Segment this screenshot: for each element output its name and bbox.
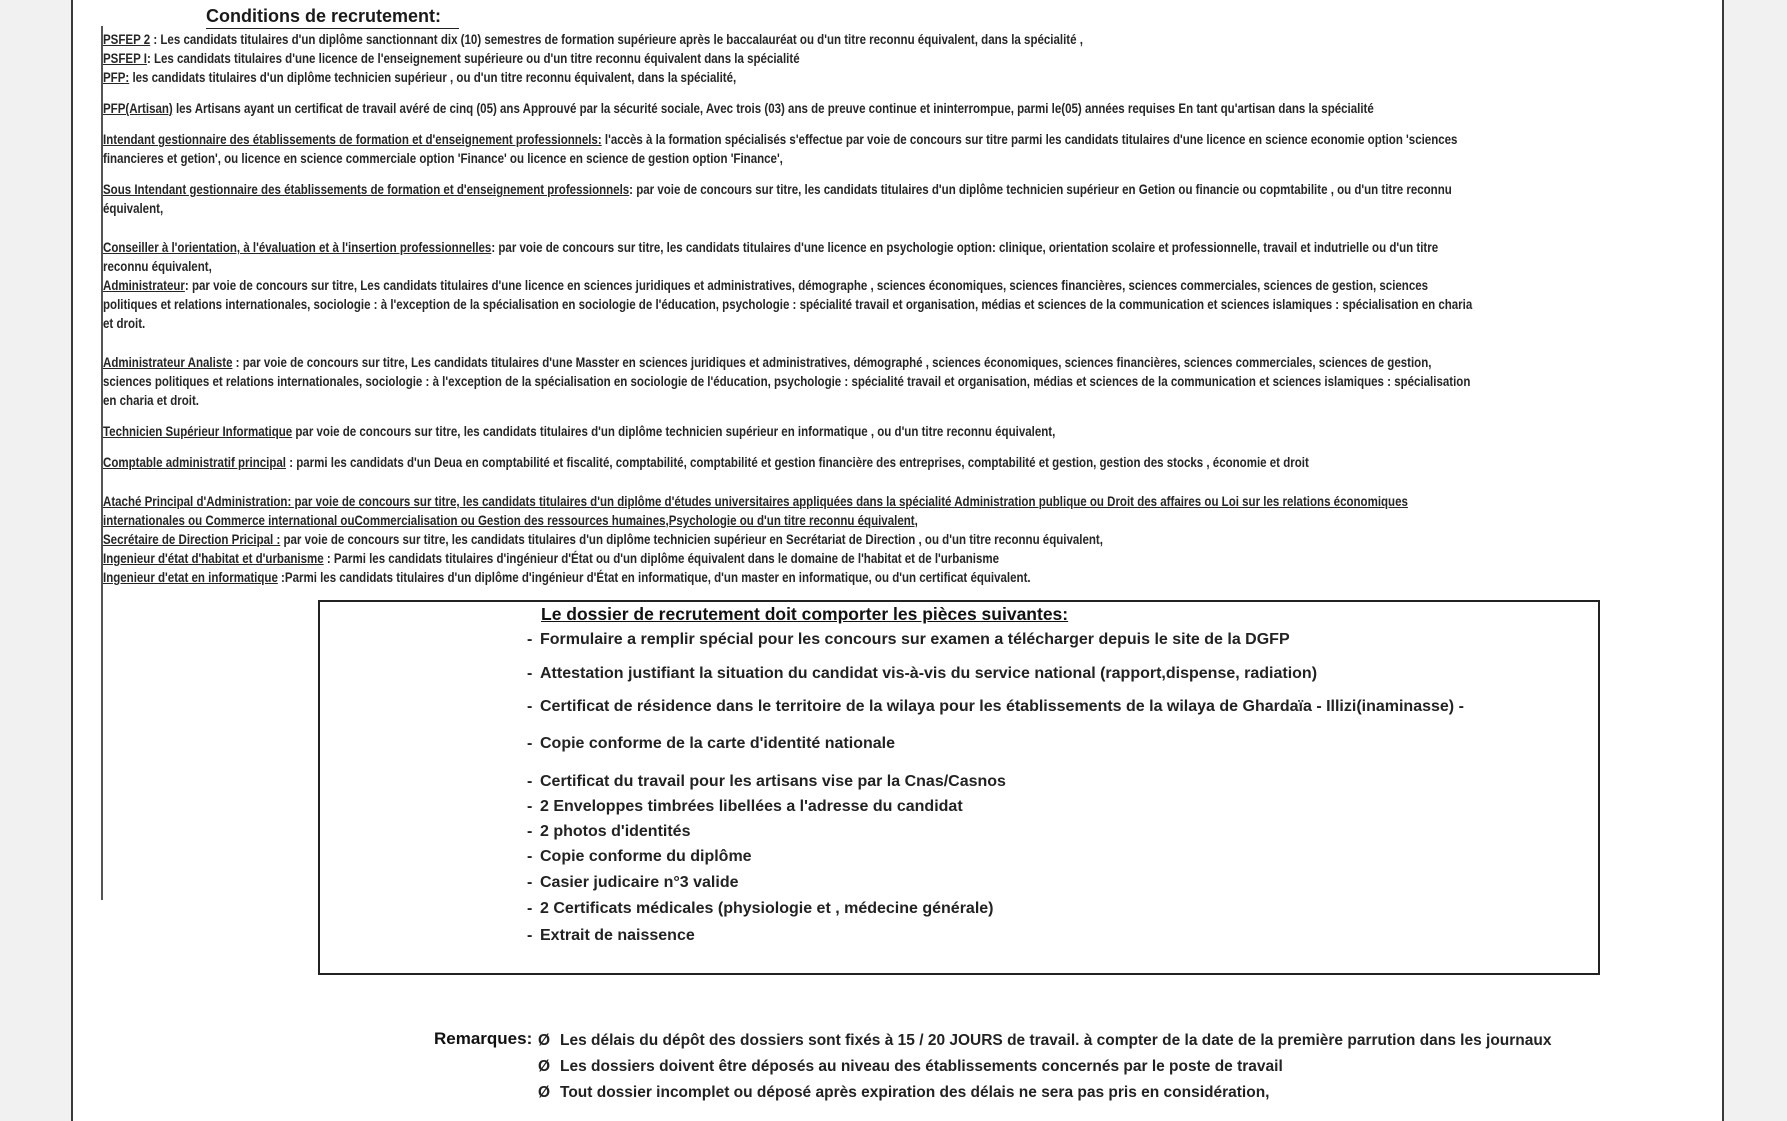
condition-administrateur: Administrateur: par voie de concours sur titre, Les candidats titulaires d'une licence en sciences juridiques et administratives, démographe , sciences économiques, sciences financières, sciences commerciales, sciences de gestion, sciences politiques et relations internationales, sociologie : à l'exception de la spécialisation en sociologie de l'éducation, psychologie : spécialité travail et organisation, médias et sciences de la communication et sciences islamiques : spécialisation en charia et droit. xyxy=(103,278,1473,331)
remarque-item: Ø Les délais du dépôt des dossiers sont fixés à 15 / 20 JOURS de travail. à compter de la date de la première parrution dans les journaux xyxy=(538,1032,1552,1049)
dossier-item: - 2 Certificats médicales (physiologie et , médecine générale) xyxy=(527,900,994,917)
remarques-label: Remarques: xyxy=(434,1029,533,1048)
dossier-item: - Attestation justifiant la situation du candidat vis-à-vis du service national (rapport,dispense, radiation) xyxy=(527,665,1318,682)
remarque-item: Ø Les dossiers doivent être déposés au niveau des établissements concernés par le poste de travail xyxy=(538,1058,1283,1075)
condition-intendant: Intendant gestionnaire des établissements de formation et d'enseignement professionnels: l'accès à la formation spécialisés s'effectue par voie de concours sur titre parmi les candidats titulaires d'une licence en science economie option 'sciences financieres et getion', ou licence en science commerciale option 'Finance' ou licence en science de gestion option 'Finance', xyxy=(103,132,1458,166)
condition-psfep1: PSFEP I: Les candidats titulaires d'une licence de l'enseignement supérieure ou d'un titre reconnu équivalent dans la spécialité xyxy=(103,51,800,66)
condition-psfep2: PSFEP 2 : Les candidats titulaires d'un diplôme sanctionnant dix (10) semestres de formation supérieure après le baccalauréat ou d'un titre reconnu équivalent, dans la spécialité , xyxy=(103,32,1083,47)
condition-sous-intendant: Sous Intendant gestionnaire des établissements de formation et d'enseignement professionnels: par voie de concours sur titre, les candidats titulaires d'un diplôme technicien supérieur en Getion ou financie ou copmtabilite , ou d'un titre reconnu équivalent, xyxy=(103,182,1452,216)
condition-ingenieur-habitat: Ingenieur d'état d'habitat et d'urbanisme : Parmi les candidats titulaires d'ingénieur d'État ou d'un diplôme équivalent dans le domaine de l'habitat et de l'urbanisme xyxy=(103,551,1000,566)
conditions-list xyxy=(103,30,1479,587)
dossier-item: - Certificat de résidence dans le territoire de la wilaya pour les établissements de la wilaya de Ghardaïa - Illizi(inaminasse) - xyxy=(527,698,1464,715)
remarque-item: Ø Tout dossier incomplet ou déposé après expiration des délais ne sera pas pris en considération, xyxy=(538,1084,1270,1101)
dossier-item: - Copie conforme de la carte d'identité nationale xyxy=(527,735,895,752)
condition-pfp: PFP: les candidats titulaires d'un diplôme technicien supérieur , ou d'un titre reconnu équivalent, dans la spécialité, xyxy=(103,70,737,85)
dossier-item: - Formulaire a remplir spécial pour les concours sur examen a télécharger depuis le site de la DGFP xyxy=(527,631,1290,648)
dossier-item: - Copie conforme du diplôme xyxy=(527,848,752,865)
condition-technicien-informatique: Technicien Supérieur Informatique par voie de concours sur titre, les candidats titulaires d'un diplôme technicien supérieur en informatique , ou d'un titre reconnu équivalent, xyxy=(103,424,1056,439)
dossier-item: - 2 Enveloppes timbrées libellées a l'adresse du candidat xyxy=(527,798,963,815)
dossier-item: - Extrait de naissence xyxy=(527,927,695,944)
dossier-item: - Casier judicaire n°3 valide xyxy=(527,874,739,891)
dossier-item: - Certificat du travail pour les artisans vise par la Cnas/Casnos xyxy=(527,773,1006,790)
dossier-title: Le dossier de recrutement doit comporter les pièces suivantes: xyxy=(541,604,1069,624)
conditions-title: Conditions de recrutement: xyxy=(206,6,459,29)
condition-conseiller-orientation: Conseiller à l'orientation, à l'évaluation et à l'insertion professionnelles: par voie de concours sur titre, les candidats titulaires d'une licence en psychologie option: clinique, orientation scolaire et professionnelle, travail et indutrielle ou d'un titre reconnu équivalent, xyxy=(103,240,1439,274)
condition-attache-principal: Ataché Principal d'Administration: par voie de concours sur titre, les candidats titulaires d'un diplôme d'études universitaires appliquées dans la spécialité Administration publique ou Droit des affaires ou Loi sur les relations économiques internationales ou Commerce international ouCommercialisation ou Gestion des ressources humaines,Psychologie ou d'un titre reconnu équivalent, xyxy=(103,494,1408,528)
condition-comptable-administratif: Comptable administratif principal : parmi les candidats d'un Deua en comptabilité et fiscalité, comptabilité, comptabilité et gestion financière des entreprises, comptabilité et gestion, gestion des stocks , économie et droit xyxy=(103,455,1309,470)
condition-secretaire-direction: Secrétaire de Direction Pricipal : par voie de concours sur titre, les candidats titulaires d'un diplôme technicien supérieur en Secrétariat de Direction , ou d'un titre reconnu équivalent, xyxy=(103,532,1103,547)
dossier-item: - 2 photos d'identités xyxy=(527,823,691,840)
condition-pfp-artisan: PFP(Artisan) les Artisans ayant un certificat de travail avéré de cinq (05) ans Approuvé par la sécurité sociale, Avec trois (03) ans de preuve continue et ininterrompue, parmi le(05) années requises En tant qu'artisan dans la spécialité xyxy=(103,101,1374,116)
condition-ingenieur-informatique: Ingenieur d'etat en informatique :Parmi les candidats titulaires d'un diplôme d'ingénieur d'État en informatique, d'un master en informatique, ou d'un certificat équivalent. xyxy=(103,570,1031,585)
condition-administrateur-analiste: Administrateur Analiste : par voie de concours sur titre, Les candidats titulaires d'une Masster en sciences juridiques et administratives, démographé , sciences économiques, sciences financières, sciences commerciales, sciences de gestion, sciences politiques et relations internationales, sociologie : à l'exception de la spécialisation en sociologie de l'éducation, psychologie : spécialité travail et organisation, médias et sciences de la communication et sciences islamiques : spécialisation en charia et droit. xyxy=(103,355,1471,408)
